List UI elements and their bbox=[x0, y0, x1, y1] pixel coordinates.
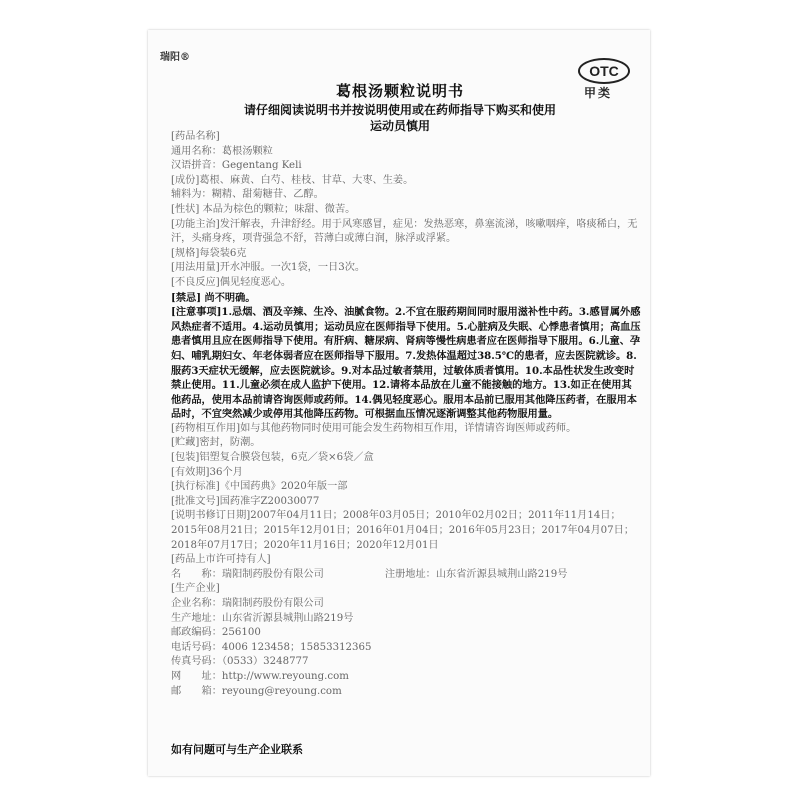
section-line: [包装]铝塑复合膜袋包装，6克／袋×6袋／盒 bbox=[171, 452, 374, 464]
section-line: 企业名称：瑞阳制药股份有限公司 bbox=[171, 598, 324, 609]
athlete-warning: 运动员慎用 bbox=[369, 119, 430, 133]
otc-badge: OTC bbox=[578, 58, 630, 84]
contact-footer: 如有问题可与生产企业联系 bbox=[171, 743, 303, 756]
section-line: [执行标准]《中国药典》2020年版一部 bbox=[171, 481, 348, 493]
section-line: [用法用量]开水冲服。一次1袋，一日3次。 bbox=[171, 262, 366, 274]
otc-class-label: 甲类 bbox=[584, 86, 613, 100]
section-line: [有效期]36个月 bbox=[171, 466, 243, 478]
section-line: 通用名称：葛根汤颗粒 bbox=[171, 145, 273, 157]
section-line: [药物相互作用]如与其他药物同时使用可能会发生药物相互作用，详情请咨询医师或药师。 bbox=[171, 422, 577, 434]
document-title: 葛根汤颗粒说明书 bbox=[335, 82, 464, 100]
section-line: [贮藏]密封，防潮。 bbox=[171, 437, 261, 449]
section-line: [说明书修订日期]2007年04月11日；2008年03月05日；2010年02月02日；2011年11月14日；2015年08月21日；2015年12月01日；2016年01月04日；2016年05月23日；2017年04月07日；2018年07月17日；2020年11月16日；2020年12月01日 bbox=[171, 510, 635, 551]
instructions-body bbox=[171, 130, 641, 699]
section-line: [批准文号]国药准字Z20030077 bbox=[171, 495, 320, 507]
section-line: [不良反应]偶见轻度恶心。 bbox=[171, 276, 292, 288]
section-line: [药品上市许可持有人] bbox=[171, 554, 271, 566]
section-line: 邮政编码：256100 bbox=[171, 627, 261, 639]
section-line: 电话号码：4006 123458；15853312365 bbox=[171, 641, 372, 653]
section-line: 邮 箱：reyoung@reyoung.com bbox=[171, 685, 342, 697]
section-line: 辅料为：糊精、甜菊糖苷、乙醇。 bbox=[171, 189, 324, 201]
section-line: [规格]每袋装6克 bbox=[171, 247, 247, 259]
section-line: [禁忌] 尚不明确。 bbox=[171, 291, 256, 304]
brand-logo: 瑞阳® bbox=[160, 52, 190, 63]
section-line: [功能主治]发汗解表，升津舒经。用于风寒感冒，症见：发热恶寒，鼻塞流涕，咳嗽咽痒，咯痰稀白，无汗，头痛身疼，项背强急不舒，苔薄白或薄白润，脉浮或浮紧。 bbox=[171, 218, 638, 245]
section-line: 汉语拼音：Gegentang Keli bbox=[171, 160, 302, 172]
section-line: 传真号码：（0533）3248777 bbox=[171, 656, 309, 668]
section-line: [注意事项]1.忌烟、酒及辛辣、生冷、油腻食物。2.不宜在服药期间同时服用滋补性中药。3.感冒属外感风热症者不适用。4.运动员慎用；运动员应在医师指导下使用。5.心脏病及失眠、心悸患者慎用；高血压患者慎用且应在医师指导下使用。有肝病、糖尿病、肾病等慢性病患者应在医师指导下服用。6.儿童、孕妇、哺乳期妇女、年老体弱者应在医师指导下服用。7.发热体温超过38.5℃的患者，应去医院就诊。8.服药3天症状无缓解，应去医院就诊。9.对本品过敏者禁用，过敏体质者慎用。10.本品性状发生改变时禁止使用。11.儿童必须在成人监护下使用。12.请将本品放在儿童不能接触的地方。13.如正在使用其他药品，使用本品前请咨询医师或药师。14.偶见轻度恶心。服用本品前已服用其他降压药者，在服用本品时，不宜突然减少或停用其他降压药物。可根据血压情况逐渐调整其他药物服用量。 bbox=[171, 306, 641, 421]
section-line: 名 称：瑞阳制药股份有限公司 注册地址：山东省沂源县城荆山路219号 bbox=[171, 568, 568, 580]
section-line: [药品名称] bbox=[171, 131, 220, 142]
section-line: 生产地址：山东省沂源县城荆山路219号 bbox=[171, 612, 354, 624]
document-subtitle: 请仔细阅读说明书并按说明使用或在药师指导下购买和使用 bbox=[243, 103, 556, 117]
section-line: [生产企业] bbox=[171, 583, 220, 595]
section-line: [成份]葛根、麻黄、白芍、桂枝、甘草、大枣、生姜。 bbox=[171, 174, 414, 186]
section-line: [性状] 本品为棕色的颗粒；味甜、微苦。 bbox=[171, 203, 356, 215]
section-line: 网 址：http://www.reyoung.com bbox=[171, 670, 349, 682]
